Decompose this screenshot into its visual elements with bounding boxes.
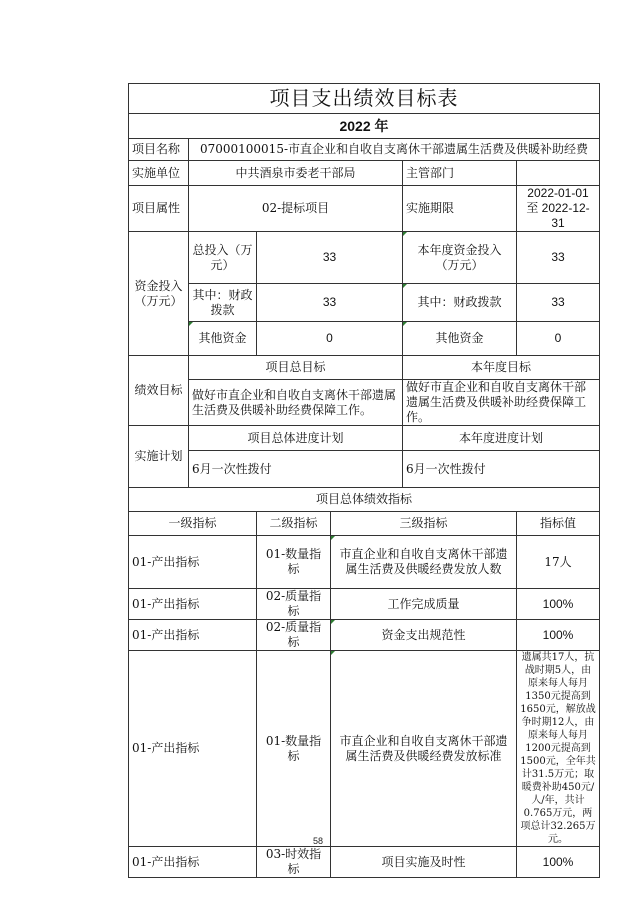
project-name-label: 项目名称 [129, 139, 189, 161]
indicator-level3: 市直企业和自收自支离休干部遗属生活费及供暖经费发放标准 [331, 651, 517, 847]
indicator-value: 100% [517, 589, 600, 620]
project-name-value: 07000100015-市直企业和自收自支离休干部遗属生活费及供暖补助经费 [189, 139, 600, 161]
attribute-value: 02-提标项目 [189, 186, 403, 232]
attribute-label: 项目属性 [129, 186, 189, 232]
indicator-level2: 03-时效指标 [257, 847, 331, 878]
supervisor-label: 主管部门 [403, 161, 517, 186]
indicator-level3: 市直企业和自收自支离休干部遗属生活费及供暖经费发放人数 [331, 536, 517, 589]
funds-label: 资金投入（万元） [129, 232, 189, 356]
plan-overall-text: 6月一次性拨付 [189, 451, 403, 488]
plan-year-header: 本年度进度计划 [403, 426, 600, 451]
page-number: 58 [312, 836, 323, 846]
funds-total-value: 33 [257, 232, 403, 284]
indicator-level3: 工作完成质量 [331, 589, 517, 620]
funds-year-fiscal-value: 33 [517, 284, 600, 322]
indicator-row [129, 620, 600, 651]
implementer-label: 实施单位 [129, 161, 189, 186]
indicator-header-level3: 三级指标 [331, 512, 517, 536]
page-title: 项目支出绩效目标表 [129, 84, 600, 114]
indicator-level1: 01-产出指标 [129, 651, 257, 847]
indicators-section-title: 项目总体绩效指标 [129, 488, 600, 512]
indicator-level3: 资金支出规范性 [331, 620, 517, 651]
indicator-row [129, 589, 600, 620]
indicator-value: 17人 [517, 536, 600, 589]
indicator-value: 100% [517, 620, 600, 651]
supervisor-value [517, 161, 600, 186]
indicator-level2: 01-数量指标 [257, 536, 331, 589]
period-value: 2022-01-01 至 2022-12-31 [517, 186, 600, 232]
goals-overall-header: 项目总目标 [189, 356, 403, 380]
indicator-header-level2: 二级指标 [257, 512, 331, 536]
funds-year-fiscal-label: 其中：财政拨款 [403, 284, 517, 322]
indicator-value: 遗属共17人，抗战时期5人，由原来每人每月1350元提高到1650元，解放战争时期12人，由原来每人每月1200元提高到1500元，全年共计31.5万元；取暖费补助450元/人/年，共计0.765万元，两项总计32.265万元。 [517, 651, 600, 847]
plan-label: 实施计划 [129, 426, 189, 488]
period-label: 实施期限 [403, 186, 517, 232]
year-heading: 2022 年 [129, 114, 600, 139]
goals-year-text: 做好市直企业和自收自支离休干部遗属生活费及供暖补助经费保障工作。 [403, 380, 600, 426]
funds-other-value: 0 [257, 322, 403, 356]
goals-overall-text: 做好市直企业和自收自支离休干部遗属生活费及供暖补助经费保障工作。 [189, 380, 403, 426]
indicator-level2: 02-质量指标 [257, 620, 331, 651]
performance-target-table [128, 83, 600, 878]
indicator-row [129, 536, 600, 589]
funds-year-total-value: 33 [517, 232, 600, 284]
indicator-header-value: 指标值 [517, 512, 600, 536]
plan-year-text: 6月一次性拨付 [403, 451, 600, 488]
indicator-level1: 01-产出指标 [129, 847, 257, 878]
funds-year-other-label: 其他资金 [403, 322, 517, 356]
funds-year-other-value: 0 [517, 322, 600, 356]
funds-total-label: 总投入（万元） [189, 232, 257, 284]
indicator-level2: 01-数量指标 [257, 651, 331, 847]
goals-label: 绩效目标 [129, 356, 189, 426]
indicator-row [129, 847, 600, 878]
implementer-value: 中共酒泉市委老干部局 [189, 161, 403, 186]
funds-year-total-label: 本年度资金投入（万元） [403, 232, 517, 284]
indicator-level1: 01-产出指标 [129, 536, 257, 589]
indicator-level3: 项目实施及时性 [331, 847, 517, 878]
funds-fiscal-value: 33 [257, 284, 403, 322]
indicator-header-level1: 一级指标 [129, 512, 257, 536]
indicator-level1: 01-产出指标 [129, 620, 257, 651]
indicator-level1: 01-产出指标 [129, 589, 257, 620]
funds-fiscal-label: 其中：财政拨款 [189, 284, 257, 322]
indicator-level2: 02-质量指标 [257, 589, 331, 620]
funds-other-label: 其他资金 [189, 322, 257, 356]
plan-overall-header: 项目总体进度计划 [189, 426, 403, 451]
goals-year-header: 本年度目标 [403, 356, 600, 380]
indicator-row [129, 651, 600, 847]
indicator-value: 100% [517, 847, 600, 878]
